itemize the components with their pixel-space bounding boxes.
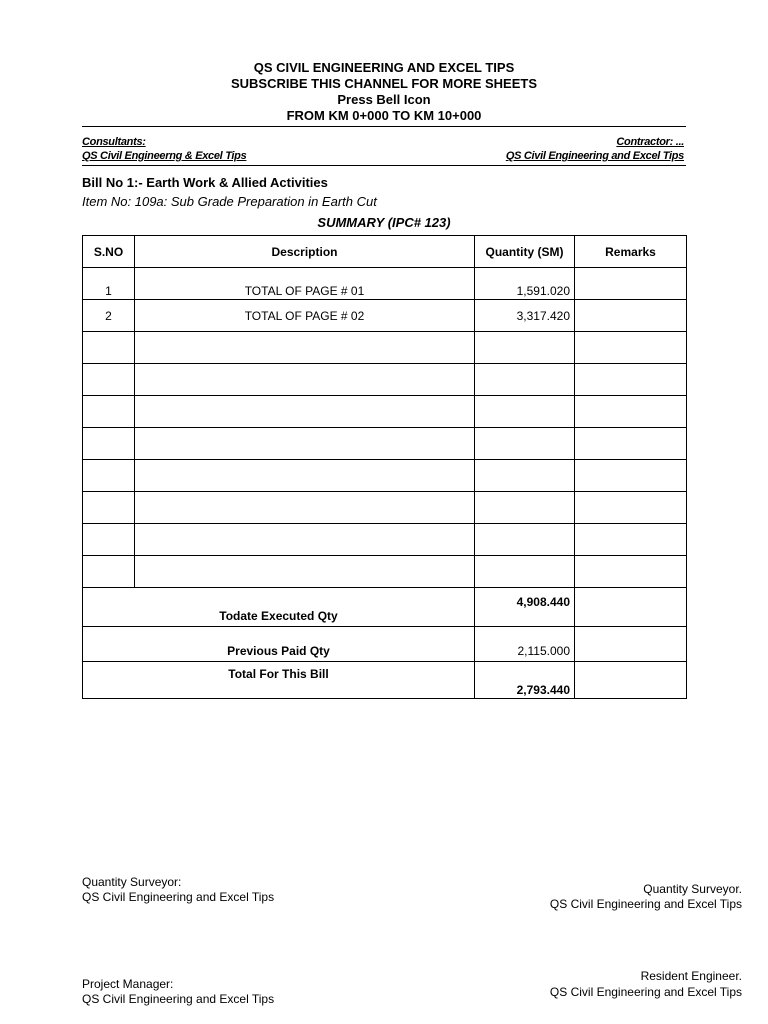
cell-quantity	[475, 524, 575, 556]
previous-paid-value: 2,115.000	[475, 627, 575, 662]
item-description: Item No: 109a: Sub Grade Preparation in Earth Cut	[82, 194, 377, 209]
cell-remarks	[575, 460, 687, 492]
table-row	[83, 428, 687, 460]
column-header: Remarks	[575, 236, 687, 268]
quantity-surveyor-right-name: QS Civil Engineering and Excel Tips	[549, 897, 742, 911]
cell-sno	[83, 332, 135, 364]
cell-sno	[83, 492, 135, 524]
table-row	[83, 524, 687, 556]
header-line-4: FROM KM 0+000 TO KM 10+000	[286, 108, 482, 123]
total-this-bill-value: 2,793.440	[475, 662, 575, 699]
table-row	[83, 492, 687, 524]
cell-sno: 1	[83, 268, 135, 300]
cell-sno	[83, 460, 135, 492]
table-row	[83, 556, 687, 588]
cell-quantity: 1,591.020	[475, 268, 575, 300]
todate-executed-value: 4,908.440	[475, 588, 575, 627]
cell-remarks	[575, 556, 687, 588]
quantity-surveyor-left-title: Quantity Surveyor:	[82, 875, 182, 889]
header-line-2: SUBSCRIBE THIS CHANNEL FOR MORE SHEETS	[230, 76, 537, 91]
header-line-1: QS CIVIL ENGINEERING AND EXCEL TIPS	[253, 60, 515, 75]
table-row	[83, 332, 687, 364]
cell-description: TOTAL OF PAGE # 01	[135, 268, 475, 300]
cell-remarks	[575, 332, 687, 364]
table-row	[83, 364, 687, 396]
project-manager-name: QS Civil Engineering and Excel Tips	[82, 992, 275, 1006]
cell-sno	[83, 556, 135, 588]
header-rule-bottom	[82, 165, 686, 166]
column-header: Description	[135, 236, 475, 268]
cell-remarks	[575, 428, 687, 460]
cell-description	[135, 524, 475, 556]
resident-engineer-title: Resident Engineer.	[640, 969, 742, 983]
column-header: Quantity (SM)	[475, 236, 575, 268]
cell-sno	[83, 396, 135, 428]
cell-remarks	[575, 364, 687, 396]
cell-description	[135, 460, 475, 492]
cell-description: TOTAL OF PAGE # 02	[135, 300, 475, 332]
previous-paid-label: Previous Paid Qty	[83, 627, 475, 662]
cell-description	[135, 396, 475, 428]
bill-title: Bill No 1:- Earth Work & Allied Activities	[82, 175, 328, 190]
todate-executed-row	[83, 588, 687, 627]
cell-quantity	[475, 364, 575, 396]
previous-paid-remarks	[575, 627, 687, 662]
total-this-bill-label: Total For This Bill	[83, 662, 475, 699]
cell-quantity	[475, 428, 575, 460]
header-line-3: Press Bell Icon	[337, 92, 431, 107]
cell-quantity	[475, 332, 575, 364]
quantity-surveyor-right-title: Quantity Surveyor.	[643, 882, 742, 896]
cell-quantity	[475, 556, 575, 588]
table-row	[83, 396, 687, 428]
total-this-bill-remarks	[575, 662, 687, 699]
todate-executed-label: Todate Executed Qty	[83, 588, 475, 627]
cell-remarks	[575, 396, 687, 428]
cell-quantity	[475, 492, 575, 524]
todate-executed-remarks	[575, 588, 687, 627]
consultants-label: Consultants:	[82, 136, 146, 148]
table-header	[83, 236, 687, 268]
cell-sno	[83, 364, 135, 396]
column-header: S.NO	[83, 236, 135, 268]
summary-table	[82, 235, 687, 699]
header-rule-top	[82, 126, 686, 127]
consultants-name: QS Civil Engineerng & Excel Tips	[82, 150, 247, 162]
previous-paid-row	[83, 627, 687, 662]
quantity-surveyor-left-name: QS Civil Engineering and Excel Tips	[82, 890, 275, 904]
contractor-name: QS Civil Engineering and Excel Tips	[505, 150, 684, 162]
cell-quantity	[475, 396, 575, 428]
cell-description	[135, 428, 475, 460]
cell-sno	[83, 524, 135, 556]
table-row	[83, 300, 687, 332]
cell-description	[135, 556, 475, 588]
cell-remarks	[575, 492, 687, 524]
summary-title: SUMMARY (IPC# 123)	[317, 215, 451, 230]
cell-description	[135, 492, 475, 524]
cell-sno: 2	[83, 300, 135, 332]
cell-remarks	[575, 524, 687, 556]
cell-description	[135, 332, 475, 364]
cell-sno	[83, 428, 135, 460]
project-manager-title: Project Manager:	[82, 977, 174, 991]
cell-remarks	[575, 300, 687, 332]
cell-remarks	[575, 268, 687, 300]
cell-quantity: 3,317.420	[475, 300, 575, 332]
table-row	[83, 460, 687, 492]
table-row	[83, 268, 687, 300]
total-this-bill-row	[83, 662, 687, 699]
contractor-label: Contractor: ...	[616, 136, 684, 148]
resident-engineer-name: QS Civil Engineering and Excel Tips	[549, 985, 742, 999]
cell-description	[135, 364, 475, 396]
cell-quantity	[475, 460, 575, 492]
